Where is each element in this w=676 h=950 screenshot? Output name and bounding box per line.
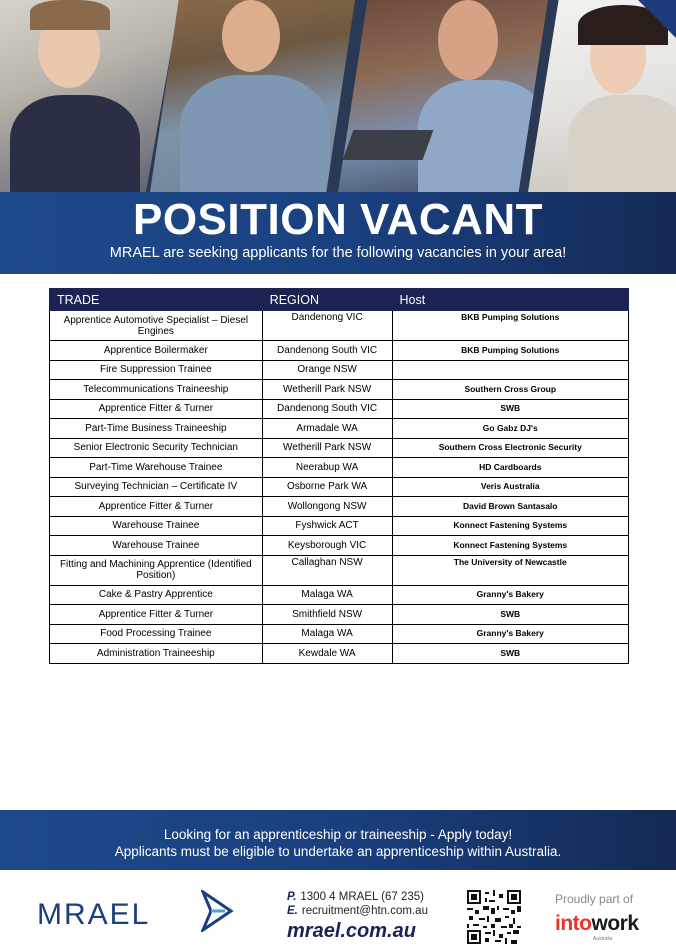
- email-key: E.: [287, 905, 298, 917]
- cell-host: Konnect Fastening Systems: [392, 516, 629, 536]
- cell-region: Dandenong VIC: [262, 311, 392, 341]
- table-row: [50, 497, 629, 517]
- cell-trade: Apprentice Fitter & Turner: [50, 399, 263, 419]
- vacancies-table-container: [49, 288, 629, 664]
- cell-host: BKB Pumping Solutions: [392, 311, 629, 341]
- cell-host: [392, 360, 629, 380]
- page-title: POSITION VACANT: [132, 195, 544, 244]
- cell-trade: Fire Suppression Trainee: [50, 360, 263, 380]
- cell-region: Osborne Park WA: [262, 477, 392, 497]
- intowork-logo-part-work: work: [591, 912, 639, 935]
- qr-code-icon[interactable]: [467, 890, 521, 944]
- table-row: [50, 341, 629, 361]
- table-row: [50, 419, 629, 439]
- cell-trade: Apprentice Fitter & Turner: [50, 497, 263, 517]
- cell-host: SWB: [392, 644, 629, 664]
- cell-trade: Fitting and Machining Apprentice (Identified Position): [50, 555, 263, 585]
- table-row: [50, 516, 629, 536]
- table-row: [50, 438, 629, 458]
- cell-host: HD Cardboards: [392, 458, 629, 478]
- cell-region: Keysborough VIC: [262, 536, 392, 556]
- cell-region: Dandenong South VIC: [262, 399, 392, 419]
- cell-host: Konnect Fastening Systems: [392, 536, 629, 556]
- cell-trade: Apprentice Automotive Specialist – Diesel Engines: [50, 311, 263, 341]
- email-address: recruitment@htn.com.au: [301, 905, 428, 917]
- column-header-trade: TRADE: [50, 289, 263, 311]
- apply-line-2: Applicants must be eligible to undertake an apprenticeship within Australia.: [114, 844, 562, 859]
- apply-line-1: Looking for an apprenticeship or traineeship - Apply today!: [163, 827, 513, 842]
- contact-block: [287, 890, 428, 943]
- cell-region: Neerabup WA: [262, 458, 392, 478]
- cell-host: Granny's Bakery: [392, 585, 629, 605]
- cell-trade: Part-Time Warehouse Trainee: [50, 458, 263, 478]
- mrael-logo-text: MRAEL: [37, 898, 151, 931]
- cell-trade: Part-Time Business Traineeship: [50, 419, 263, 439]
- cell-host: The University of Newcastle: [392, 555, 629, 585]
- cell-region: Wetherill Park NSW: [262, 438, 392, 458]
- table-row: [50, 644, 629, 664]
- table-row: [50, 477, 629, 497]
- cell-region: Orange NSW: [262, 360, 392, 380]
- phone-number: 1300 4 MRAEL (67 235): [300, 891, 424, 903]
- cell-region: Kewdale WA: [262, 644, 392, 664]
- cell-trade: Apprentice Fitter & Turner: [50, 605, 263, 625]
- vacancies-table: [49, 288, 629, 664]
- table-row: [50, 555, 629, 585]
- cell-region: Wetherill Park NSW: [262, 380, 392, 400]
- cell-host: David Brown Santasalo: [392, 497, 629, 517]
- table-row: [50, 399, 629, 419]
- column-header-region: REGION: [262, 289, 392, 311]
- table-header-row: [50, 289, 629, 311]
- corner-accent: [638, 0, 676, 38]
- cell-region: Armadale WA: [262, 419, 392, 439]
- cell-region: Malaga WA: [262, 585, 392, 605]
- hero-photo-strip: [0, 0, 676, 192]
- cell-trade: Administration Traineeship: [50, 644, 263, 664]
- table-row: [50, 458, 629, 478]
- cell-host: SWB: [392, 399, 629, 419]
- cell-trade: Warehouse Trainee: [50, 516, 263, 536]
- phone-key: P.: [287, 891, 297, 903]
- cell-region: Fyshwick ACT: [262, 516, 392, 536]
- cell-region: Wollongong NSW: [262, 497, 392, 517]
- cell-region: Dandenong South VIC: [262, 341, 392, 361]
- table-row: [50, 380, 629, 400]
- cell-host: Veris Australia: [392, 477, 629, 497]
- website-link[interactable]: mrael.com.au: [287, 920, 416, 942]
- cell-region: Callaghan NSW: [262, 555, 392, 585]
- page-subtitle: MRAEL are seeking applicants for the following vacancies in your area!: [109, 245, 567, 261]
- cell-trade: Surveying Technician – Certificate IV: [50, 477, 263, 497]
- header-banner: [0, 192, 676, 274]
- cell-trade: Senior Electronic Security Technician: [50, 438, 263, 458]
- cell-host: Go Gabz DJ's: [392, 419, 629, 439]
- intowork-logo: [555, 912, 639, 936]
- table-row: [50, 311, 629, 341]
- cell-host: BKB Pumping Solutions: [392, 341, 629, 361]
- cell-trade: Food Processing Trainee: [50, 624, 263, 644]
- photo-man-laptop: [338, 0, 548, 192]
- table-row: [50, 624, 629, 644]
- photo-young-man-denim: [150, 0, 355, 192]
- cell-trade: Warehouse Trainee: [50, 536, 263, 556]
- intowork-logo-part-into: into: [555, 912, 592, 935]
- cell-host: SWB: [392, 605, 629, 625]
- cell-trade: Cake & Pastry Apprentice: [50, 585, 263, 605]
- table-row: [50, 536, 629, 556]
- proudly-part-of-label: Proudly part of: [555, 892, 634, 906]
- cell-host: Southern Cross Electronic Security: [392, 438, 629, 458]
- photo-woman-mechanic: [0, 0, 180, 192]
- footer: [0, 870, 676, 950]
- intowork-logo-subtext: Australia: [593, 936, 613, 942]
- apply-banner: [0, 810, 676, 870]
- mrael-logo-mark-icon: [201, 890, 235, 932]
- column-header-host: Host: [392, 289, 629, 311]
- cell-host: Southern Cross Group: [392, 380, 629, 400]
- cell-region: Malaga WA: [262, 624, 392, 644]
- cell-host: Granny's Bakery: [392, 624, 629, 644]
- cell-trade: Apprentice Boilermaker: [50, 341, 263, 361]
- table-row: [50, 585, 629, 605]
- table-row: [50, 360, 629, 380]
- cell-region: Smithfield NSW: [262, 605, 392, 625]
- cell-trade: Telecommunications Traineeship: [50, 380, 263, 400]
- table-row: [50, 605, 629, 625]
